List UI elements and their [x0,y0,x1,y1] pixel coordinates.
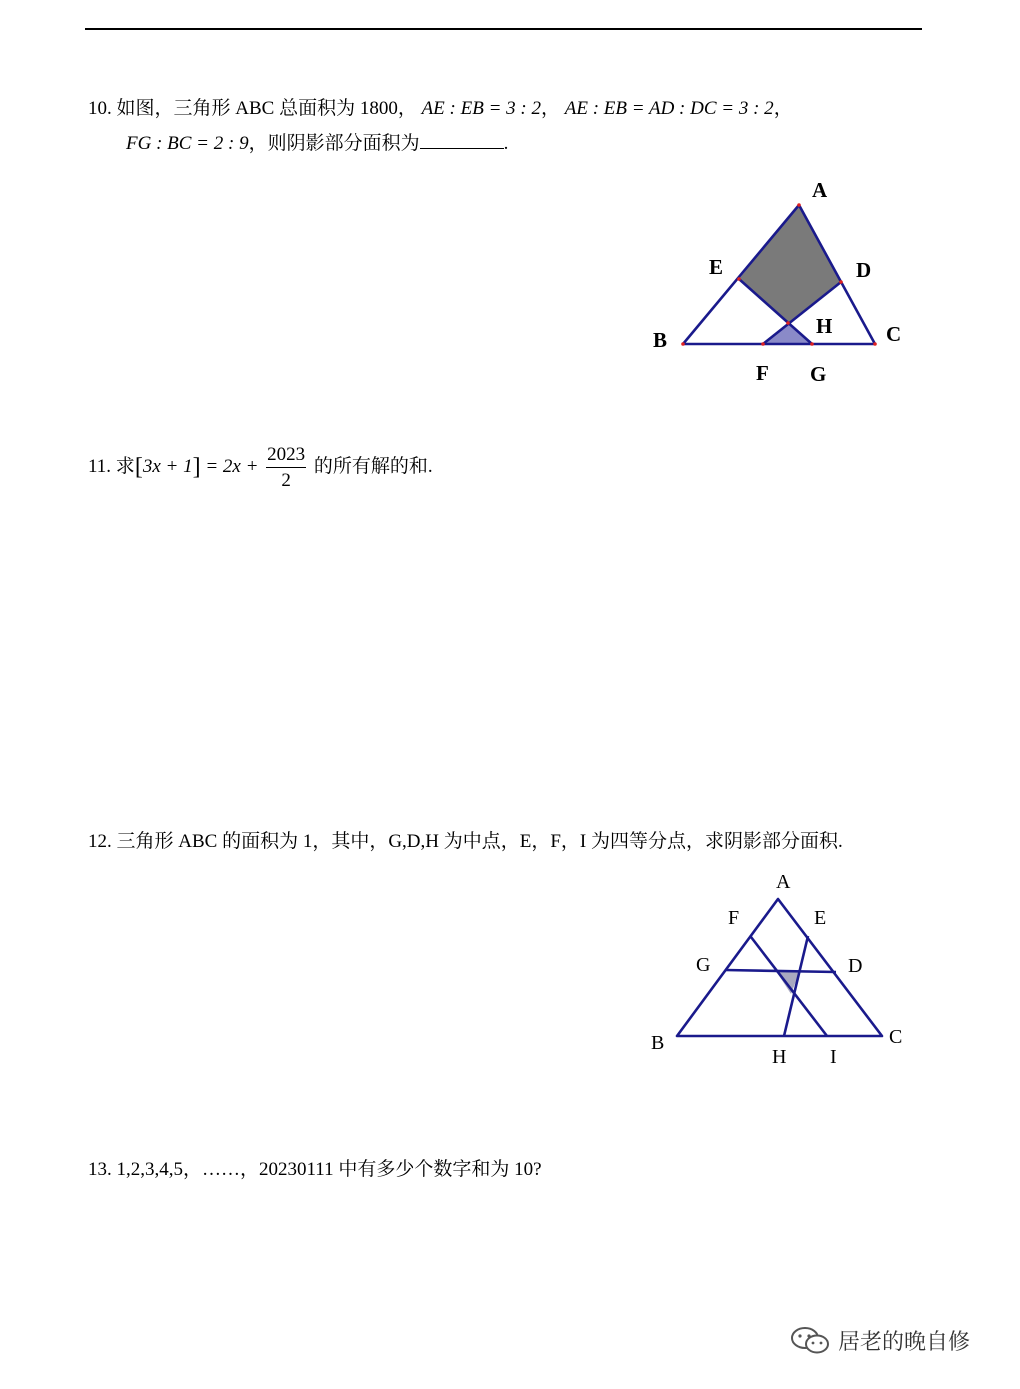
q10-condition-2: AE : EB = AD : DC = 3 : 2 [564,98,774,119]
q10-point-b [681,342,685,346]
q12-label-d: D [848,955,863,977]
q10-point-d [839,280,843,284]
q11-fraction [266,444,306,492]
q12-label-h: H [772,1046,787,1068]
q12-label-f: F [728,907,740,929]
q11-line [88,444,433,492]
q10-number: 10. [88,98,112,119]
q10-intro: 如图，三角形 ABC 总面积为 1800， [116,98,417,119]
q12-label-i: I [830,1046,837,1068]
q10-figure [640,175,920,395]
q10-point-e [737,277,741,281]
q12-label-b: B [651,1032,665,1054]
q10-line1: 10. 如图，三角形 ABC 总面积为 1800， AE : EB = 3 : 2， AE : EB = AD : DC = 3 : 2， [88,98,793,119]
q11-equation: = 2x + [205,456,259,478]
q12-segment-g-d [725,970,836,972]
q11-fraction-denominator: 2 [281,469,291,491]
q12-label-c: C [889,1026,903,1048]
q10-shaded-quadrilateral [739,205,841,323]
q12-segment-f-i [751,937,827,1036]
header-rule [85,28,922,30]
q12-label-e: E [814,907,827,929]
q10-label-c: C [886,322,902,346]
q12-line [88,832,843,851]
q10-label-e: E [709,255,724,279]
q10-label-b: B [653,328,668,352]
q11-post: 的所有解的和. [313,456,433,478]
q13-line [88,1160,542,1179]
q10-point-f [761,342,765,346]
q12-label-g: G [696,954,711,976]
q10-line2: FG : BC = 2 : 9，则阴影部分面积为 . [126,133,509,154]
q10-point-g [810,342,814,346]
wechat-icon [790,1326,830,1356]
q10-point-h [786,321,790,325]
q10-condition-3: FG : BC = 2 : 9 [126,133,249,154]
q12-figure [640,865,920,1075]
q11-fraction-numerator: 2023 [266,444,306,468]
q11-pre: 求 [115,456,135,478]
q10-label-g: G [810,362,827,386]
q13-number: 13. [88,1159,112,1180]
q10-condition-1: AE : EB = 3 : 2 [421,98,541,119]
q10-label-a: A [812,178,828,202]
watermark-text: 居老的晚自修 [838,1330,971,1355]
q10-label-f: F [756,361,769,385]
q10-point-a [797,203,801,207]
watermark [790,1325,970,1356]
q11-bracket-content: 3x + 1 [142,456,193,478]
q10-point-c [873,342,877,346]
q12-number: 12. [88,831,112,852]
q10-ask: ，则阴影部分面积为 [248,133,420,154]
q11-number: 11. [88,456,112,478]
q10-label-h: H [816,314,833,338]
q12-label-a: A [776,871,791,893]
q10-label-d: D [856,258,872,282]
q11-floor-close: ] [192,454,201,481]
q11-floor-open: [ [134,454,143,481]
q12-text: 三角形 ABC 的面积为 1，其中，G,D,H 为中点，E，F，I 为四等分点，求阴影部分面积. [116,831,843,852]
q10-answer-blank [420,131,504,149]
q13-text: 1,2,3,4,5，……，20230111 中有多少个数字和为 10? [116,1159,542,1180]
